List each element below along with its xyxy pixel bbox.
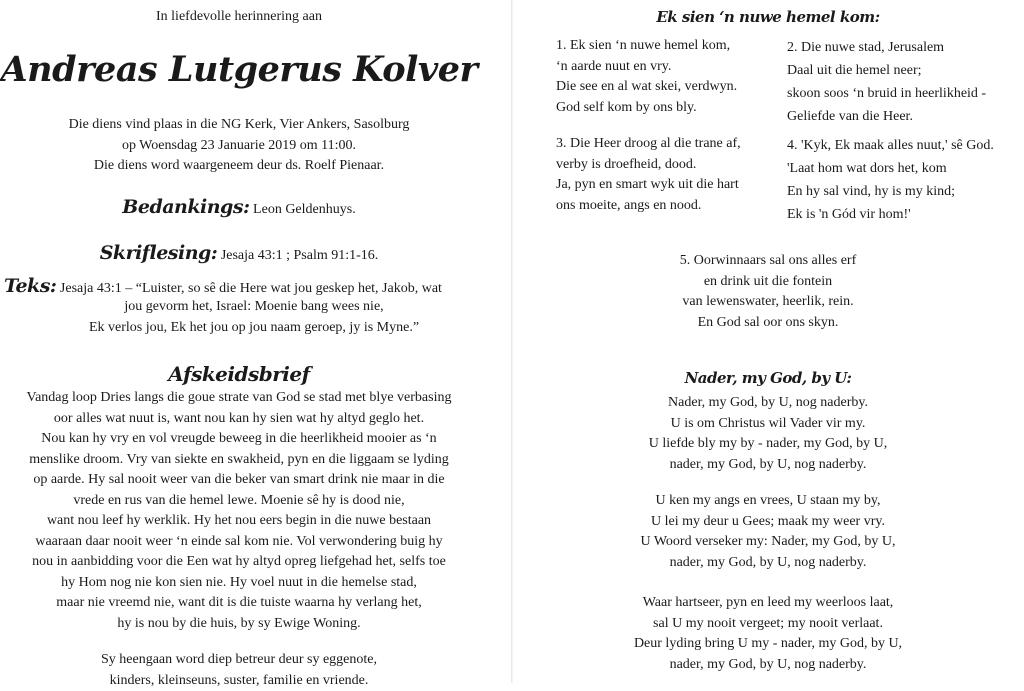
bedankings-value: Leon Geldenhuys. — [253, 202, 356, 217]
hymn-1-verse-3 — [556, 134, 741, 216]
farewell-letter — [0, 388, 478, 634]
teks-label: Teks: — [4, 275, 56, 297]
verse-line: verby is droefheid, dood. — [556, 155, 741, 176]
letter-line: Vandag loop Dries langs die goue strate van God se stad met blye verbasing — [0, 388, 478, 409]
skriflesing-row — [0, 242, 478, 264]
verse-line: en drink uit die fontein — [512, 272, 1024, 293]
skriflesing-value: Jesaja 43:1 ; Psalm 91:1-16. — [221, 248, 379, 263]
hymn-2-stanza-3 — [512, 593, 1024, 675]
afskeidsbrief-title: Afskeidsbrief — [0, 362, 478, 386]
letter-line: nou in aanbidding voor die Een wat hy altyd opreg liefgehad het, selfs toe — [0, 552, 478, 573]
letter-line: op aarde. Hy sal nooit weer van die beker van smart drink nie maar in die — [0, 470, 478, 491]
verse-line: 3. Die Heer droog al die trane af, — [556, 134, 741, 155]
hymn-1-title: Ek sien ‘n nuwe hemel kom: — [512, 8, 1024, 26]
skriflesing-label: Skriflesing: — [100, 242, 218, 264]
intro-text: In liefdevolle herinnering aan — [0, 7, 478, 28]
letter-line: hy is nou by die huis, by sy Ewige Woning. — [0, 614, 478, 635]
hymn-1-verse-2 — [787, 36, 986, 128]
hymn-1-verse-5 — [512, 251, 1024, 333]
letter-line: oor alles wat nuut is, want nou kan hy sien wat hy altyd geglo het. — [0, 409, 478, 430]
verse-line: nader, my God, by U, nog naderby. — [512, 553, 1024, 574]
letter-line: waaraan daar nooit weer ‘n einde sal kom nie. Vol verwondering buig hy — [0, 532, 478, 553]
verse-line: Ja, pyn en smart wyk uit die hart — [556, 175, 741, 196]
hymn-1-verse-4 — [787, 134, 994, 226]
hymn-2-title: Nader, my God, by U: — [512, 369, 1024, 387]
verse-line: U ken my angs en vrees, U staan my by, — [512, 491, 1024, 512]
hymn-2-stanza-2 — [512, 491, 1024, 573]
verse-line: sal U my nooit vergeet; my nooit verlaat. — [512, 614, 1024, 635]
letter-line: menslike droom. Vry van siekte en swakheid, pyn en die liggaam se lyding — [0, 450, 478, 471]
letter-line: Nou kan hy vry en vol vreugde beweeg in die heerlikheid mooier as ‘n — [0, 429, 478, 450]
verse-line: 5. Oorwinnaars sal ons alles erf — [512, 251, 1024, 272]
service-details — [0, 115, 478, 177]
service-line: Die diens vind plaas in die NG Kerk, Vier Ankers, Sasolburg — [0, 115, 478, 136]
teks-block — [4, 275, 504, 338]
service-line: op Woensdag 23 Januarie 2019 om 11:00. — [0, 136, 478, 157]
verse-line: van lewenswater, heerlik, rein. — [512, 292, 1024, 313]
verse-line: En hy sal vind, hy is my kind; — [787, 180, 994, 203]
verse-line: En God sal oor ons skyn. — [512, 313, 1024, 334]
service-line: Die diens word waargeneem deur ds. Roelf Pienaar. — [0, 156, 478, 177]
letter-line: maar nie vreemd nie, want dit is die tuiste waarna hy verlang het, — [0, 593, 478, 614]
verse-line: ‘n aarde nuut en vry. — [556, 57, 737, 78]
verse-line: 2. Die nuwe stad, Jerusalem — [787, 36, 986, 59]
hymn-2-stanza-1 — [512, 393, 1024, 475]
closing-line: Sy heengaan word diep betreur deur sy eggenote, — [0, 650, 478, 671]
verse-line: Geliefde van die Heer. — [787, 105, 986, 128]
letter-line: want nou leef hy werklik. Hy het nou eers begin in die nuwe bestaan — [0, 511, 478, 532]
letter-line: vrede en rus van die hemel lewe. Moenie sê hy is dood nie, — [0, 491, 478, 512]
bedankings-label: Bedankings: — [122, 196, 249, 218]
verse-line: nader, my God, by U, nog naderby. — [512, 455, 1024, 476]
verse-line: Deur lyding bring U my - nader, my God, by U, — [512, 634, 1024, 655]
hymn-1-verse-1 — [556, 36, 737, 118]
verse-line: 1. Ek sien ‘n nuwe hemel kom, — [556, 36, 737, 57]
teks-row — [4, 275, 504, 297]
verse-line: Waar hartseer, pyn en leed my weerloos laat, — [512, 593, 1024, 614]
letter-line: hy Hom nog nie kon sien nie. Hy voel nuut in die hemelse stad, — [0, 573, 478, 594]
verse-line: 'Laat hom wat dors het, kom — [787, 157, 994, 180]
right-page — [512, 0, 1024, 683]
left-page — [0, 0, 512, 683]
verse-line: Nader, my God, by U, nog naderby. — [512, 393, 1024, 414]
deceased-name: Andreas Lutgerus Kolver — [0, 47, 478, 93]
verse-line: nader, my God, by U, nog naderby. — [512, 655, 1024, 676]
bedankings-row — [0, 196, 478, 218]
teks-line: jou gevorm het, Israel: Moenie bang wees nie, — [4, 297, 504, 318]
verse-line: U lei my deur u Gees; maak my weer vry. — [512, 512, 1024, 533]
verse-line: U liefde bly my by - nader, my God, by U, — [512, 434, 1024, 455]
verse-line: ons moeite, angs en nood. — [556, 196, 741, 217]
verse-line: Die see en al wat skei, verdwyn. — [556, 77, 737, 98]
closing-line: kinders, kleinseuns, suster, familie en vriende. — [0, 671, 478, 691]
verse-line: U Woord verseker my: Nader, my God, by U, — [512, 532, 1024, 553]
closing-text — [0, 650, 478, 691]
teks-line: Ek verlos jou, Ek het jou op jou naam geroep, jy is Myne.” — [4, 318, 504, 339]
verse-line: skoon soos ‘n bruid in heerlikheid - — [787, 82, 986, 105]
verse-line: God self kom by ons bly. — [556, 98, 737, 119]
verse-line: Ek is 'n Gód vir hom!' — [787, 203, 994, 226]
verse-line: U is om Christus wil Vader vir my. — [512, 414, 1024, 435]
verse-line: Daal uit die hemel neer; — [787, 59, 986, 82]
teks-line: Jesaja 43:1 – “Luister, so sê die Here wat jou geskep het, Jakob, wat — [60, 281, 442, 296]
verse-line: 4. 'Kyk, Ek maak alles nuut,' sê God. — [787, 134, 994, 157]
